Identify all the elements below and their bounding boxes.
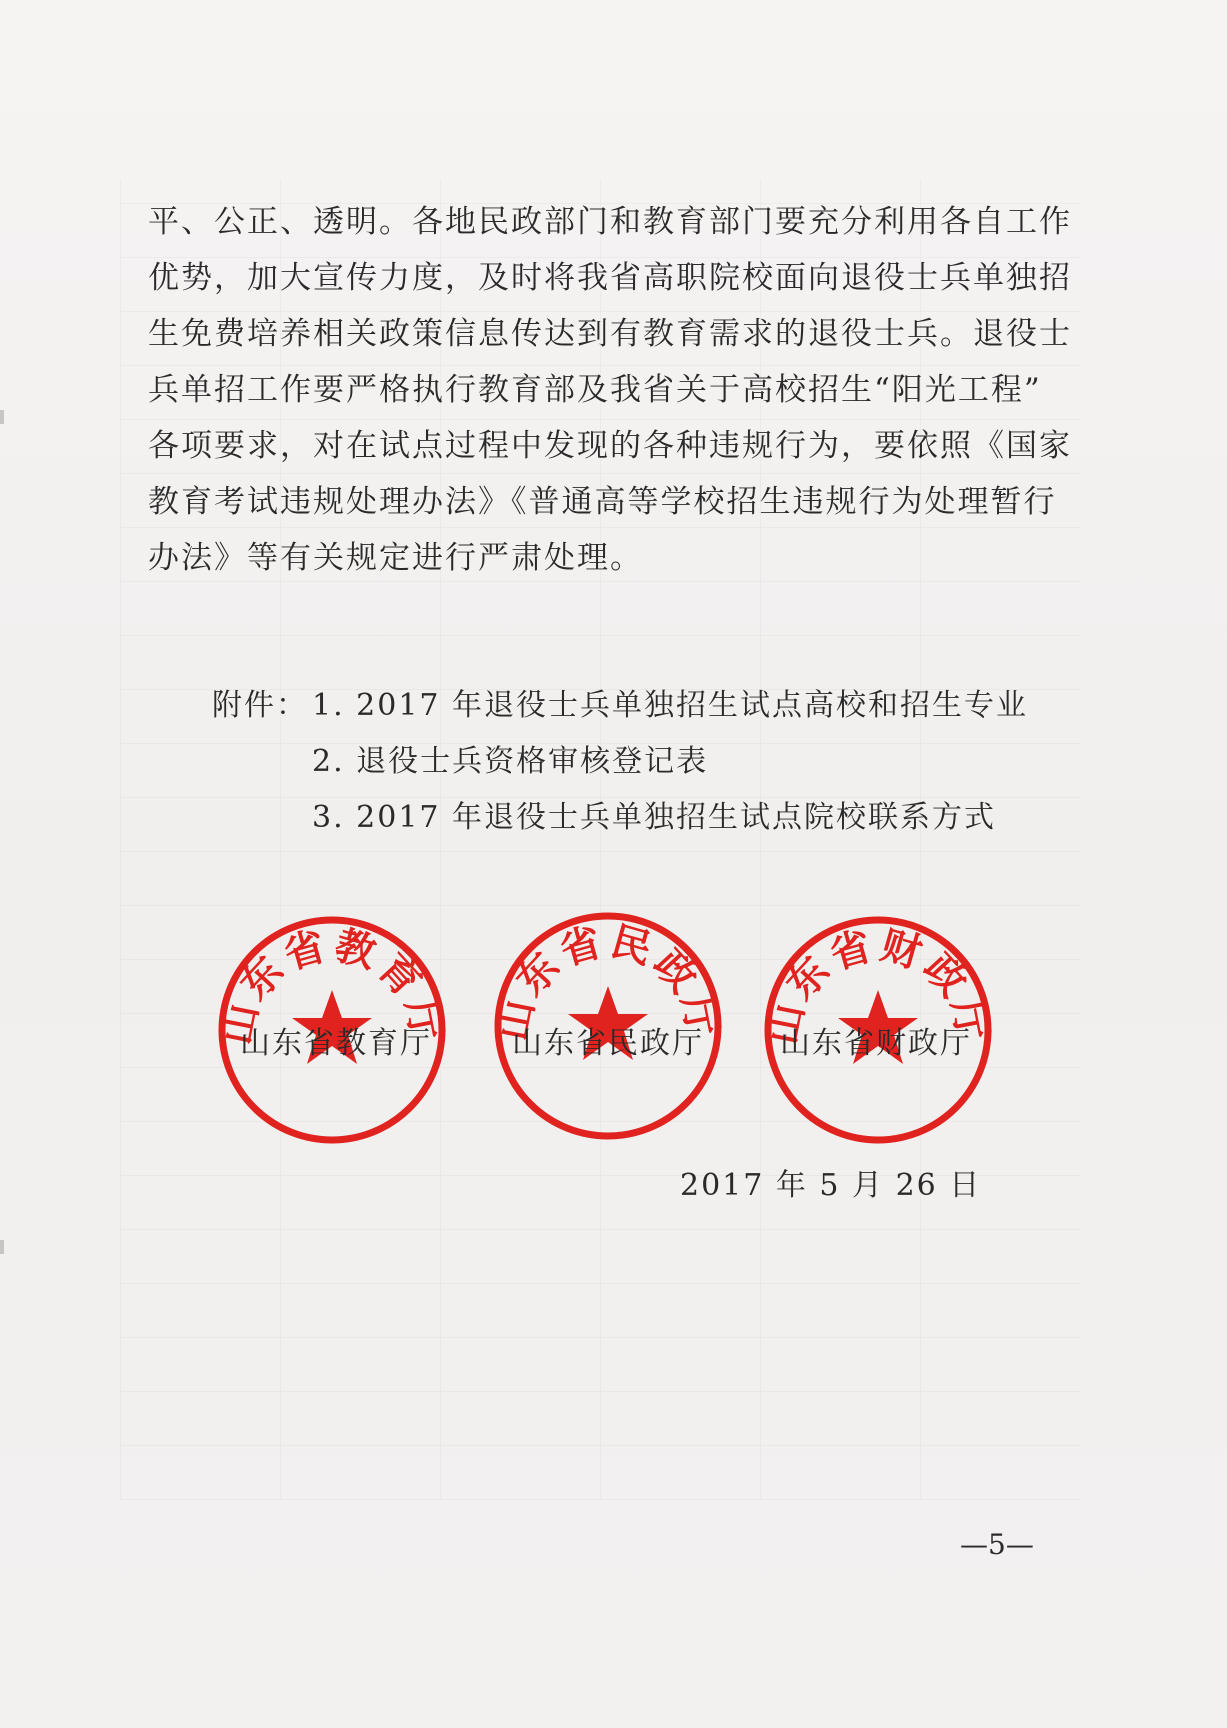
attachments-label: 附件： (212, 688, 308, 723)
issue-date: 2017 年 5 月 26 日 (680, 1168, 982, 1203)
body-line: 优势，加大宣传力度，及时将我省高职院校面向退役士兵单独招 (148, 260, 1072, 296)
scan-edge-mark (0, 410, 4, 424)
body-line: 平、公正、透明。各地民政部门和教育部门要充分利用各自工作 (148, 204, 1072, 240)
attachment-item-2: 2. 退役士兵资格审核登记表 (312, 744, 709, 779)
body-line: 教育考试违规处理办法》《普通高等学校招生违规行为处理暂行 (148, 484, 1057, 520)
body-line: 各项要求，对在试点过程中发现的各种违规行为，要依照《国家 (148, 428, 1072, 464)
scan-edge-mark (0, 1240, 4, 1254)
page-number: —5— (960, 1528, 1034, 1561)
body-paragraph (148, 194, 1072, 586)
attachment-item-1: 1. 2017 年退役士兵单独招生试点高校和招生专业 (312, 688, 1029, 723)
body-line: 办法》等有关规定进行严肃处理。 (148, 540, 643, 576)
signer-civil-affairs-dept: 山东省民政厅 (512, 1026, 704, 1061)
signer-finance-dept: 山东省财政厅 (780, 1026, 972, 1061)
body-line: 生免费培养相关政策信息传达到有教育需求的退役士兵。退役士 (148, 316, 1072, 352)
seal-text: 山东省财政厅 (760, 922, 996, 1049)
attachment-item-3: 3. 2017 年退役士兵单独招生试点院校联系方式 (312, 800, 997, 835)
body-line: 兵单招工作要严格执行教育部及我省关于高校招生“阳光工程” (148, 372, 1042, 408)
signer-education-dept: 山东省教育厅 (240, 1026, 432, 1061)
seal-text: 山东省民政厅 (490, 918, 726, 1045)
seal-text: 山东省教育厅 (214, 922, 450, 1049)
